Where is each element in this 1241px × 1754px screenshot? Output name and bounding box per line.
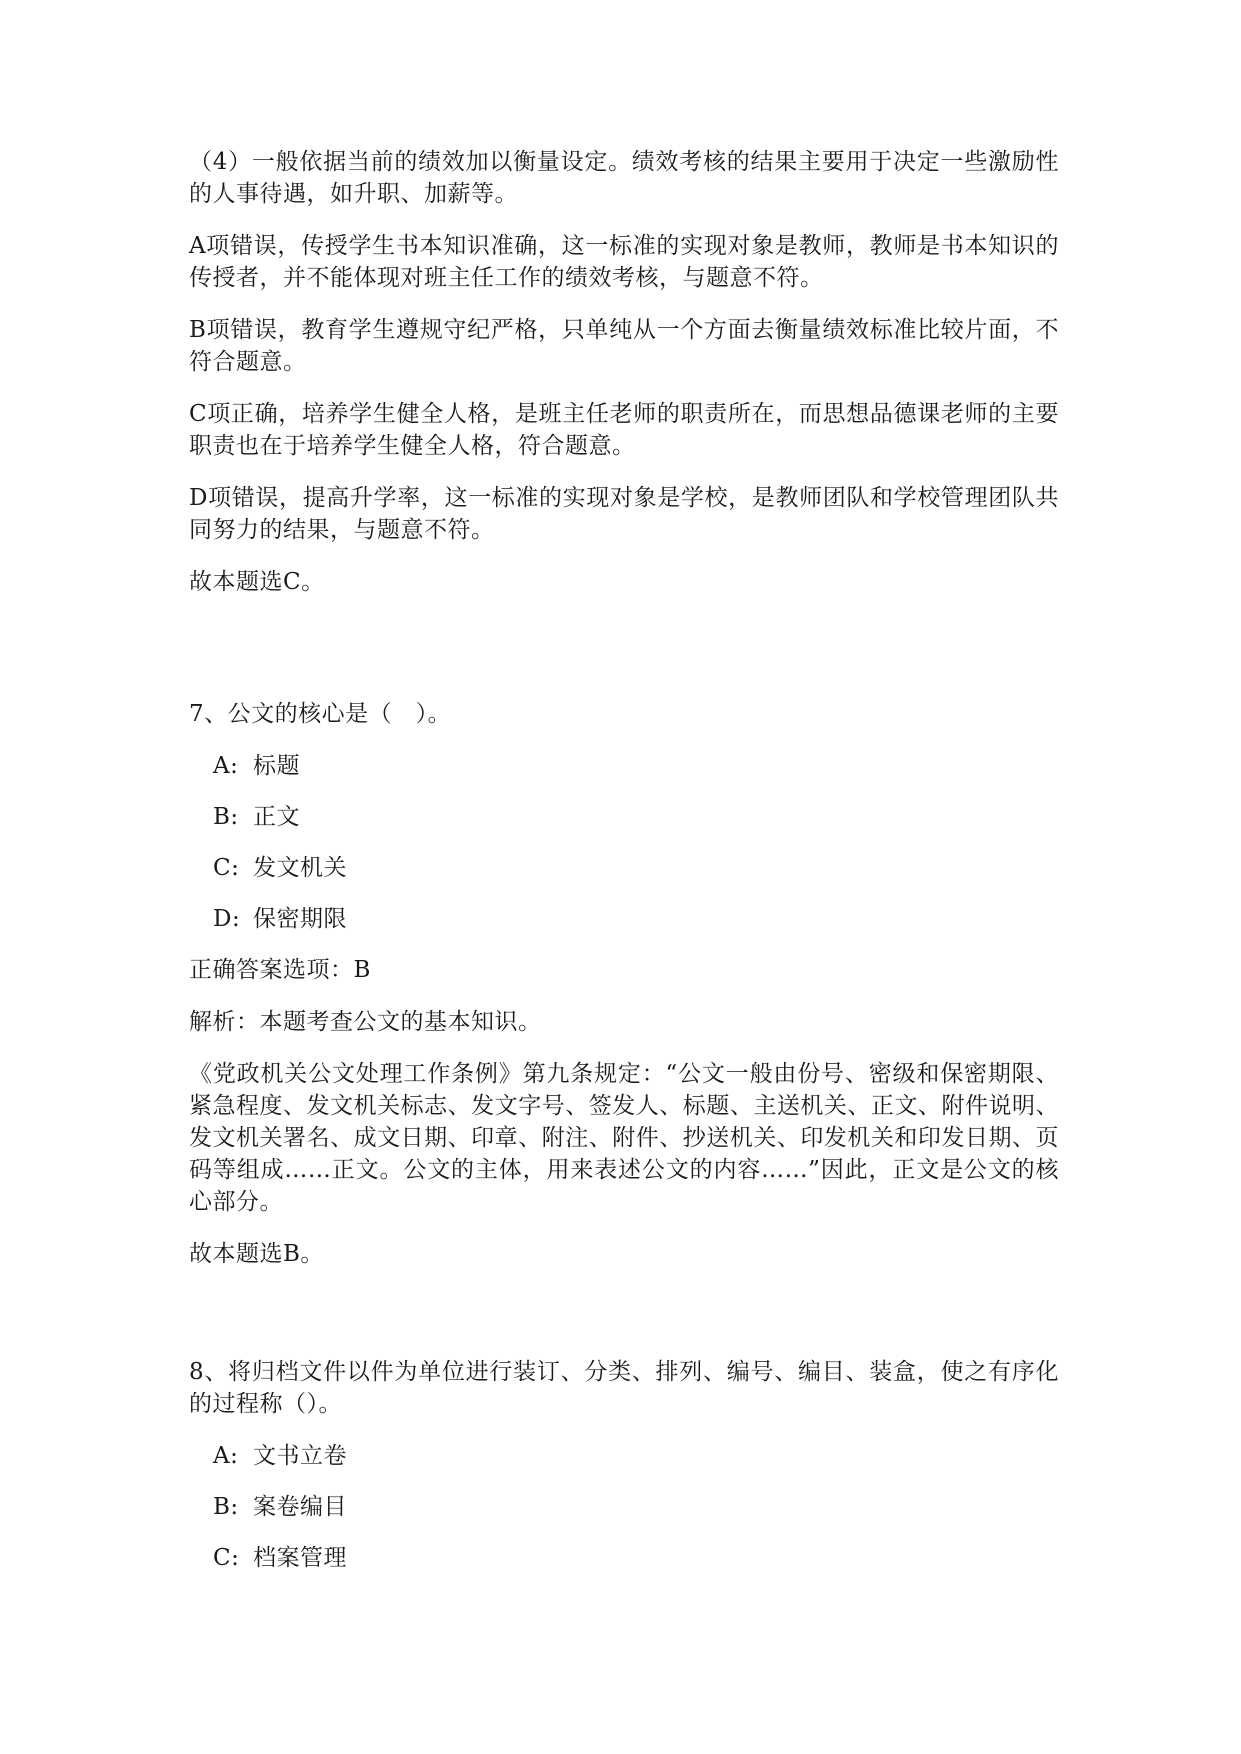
paragraph-option-d-analysis: D项错误，提高升学率，这一标准的实现对象是学校，是教师团队和学校管理团队共同努力的结果，与题意不符。 [189,485,1059,543]
option-text: 标题 [253,753,300,779]
question-7-conclusion: 故本题选B。 [189,1241,324,1267]
question-8-option-a [213,1440,1059,1472]
question-8 [189,1356,1059,1574]
option-letter: D: [213,906,241,932]
option-letter: C: [213,1545,240,1571]
option-letter: A: [213,1443,239,1469]
paragraph-option-a-analysis: A项错误，传授学生书本知识准确，这一标准的实现对象是教师，教师是书本知识的传授者，并不能体现对班主任工作的绩效考核，与题意不符。 [189,233,1059,291]
option-text: 文书立卷 [253,1443,347,1469]
question-7-option-c [213,852,1059,884]
question-7-answer: 正确答案选项：B [189,957,371,983]
question-7-title: 7、公文的核心是（ ）。 [189,701,452,727]
option-letter: B: [213,804,239,830]
option-letter: C: [213,855,240,881]
paragraph-prev-conclusion: 故本题选C。 [189,569,325,595]
paragraph-option-b-analysis: B项错误，教育学生遵规守纪严格，只单纯从一个方面去衡量绩效标准比较片面，不符合题意。 [189,317,1059,375]
option-text: 案卷编目 [253,1494,347,1520]
paragraph-option-c-analysis: C项正确，培养学生健全人格，是班主任老师的职责所在，而思想品德课老师的主要职责也在于培养学生健全人格，符合题意。 [189,401,1059,459]
question-8-option-b [213,1491,1059,1523]
option-text: 发文机关 [253,855,347,881]
document-page [189,146,1059,1593]
section-spacer [189,1290,1059,1356]
question-8-option-c [213,1542,1059,1574]
question-7-explanation: 《党政机关公文处理工作条例》第九条规定：“公文一般由份号、密级和保密期限、紧急程度、发文机关标志、发文字号、签发人、标题、主送机关、正文、附件说明、发文机关署名、成文日期、印章、附注、附件、抄送机关、印发机关和印发日期、页码等组成……正文。公文的主体，用来表述公文的内容……”因此，正文是公文的核心部分。 [189,1061,1059,1215]
question-7-option-a [213,750,1059,782]
question-8-title: 8、将归档文件以件为单位进行装订、分类、排列、编号、编目、装盒，使之有序化的过程称（）。 [189,1359,1059,1417]
paragraph-criteria-note: （4）一般依据当前的绩效加以衡量设定。绩效考核的结果主要用于决定一些激励性的人事待遇，如升职、加薪等。 [189,149,1059,207]
option-text: 保密期限 [253,906,347,932]
question-7-analysis: 解析：本题考查公文的基本知识。 [189,1009,542,1035]
section-spacer [189,618,1059,698]
option-letter: A: [213,753,239,779]
question-7-option-b [213,801,1059,833]
option-text: 正文 [253,804,300,830]
question-7-option-d [213,903,1059,935]
question-7 [189,698,1059,1270]
option-text: 档案管理 [253,1545,347,1571]
option-letter: B: [213,1494,239,1520]
